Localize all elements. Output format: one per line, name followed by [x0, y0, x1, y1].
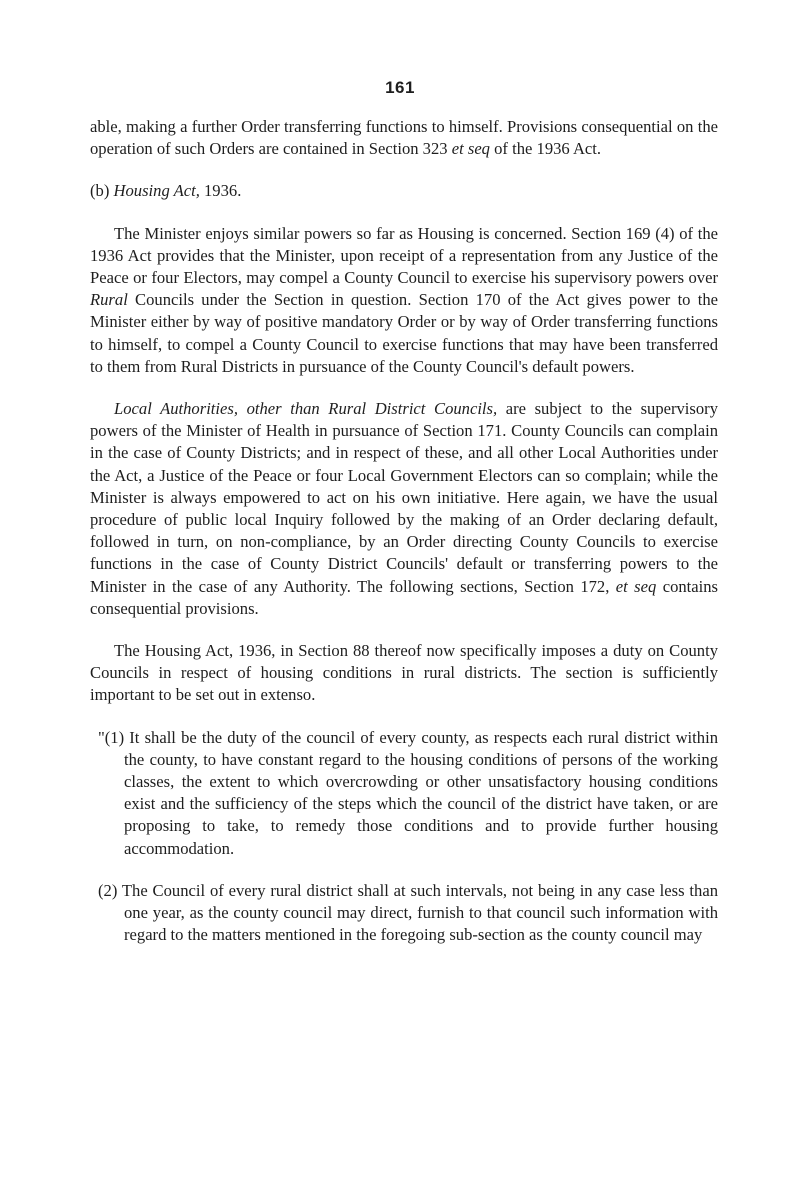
paragraph-italic: et seq: [615, 576, 657, 596]
quoted-subsection-1: "(1) It shall be the duty of the council of every county, as respects each rural district within the county, to have constant regard to the housing conditions of persons of the working classes, the extent to which overcrowding or other unsatisfactory housing conditions exist and the sufficiency of the steps which the council of the district have taken, or are proposing to take, to remedy those conditions and to provide further housing accommodation.: [98, 727, 718, 858]
paragraph-continuation: [90, 116, 718, 160]
paragraph-italic: Rural: [90, 290, 128, 310]
paragraph-local-authorities: [90, 398, 718, 620]
paragraph-text: able, making a further Order transferring functions to himself. Provisions consequential on the operation of such Orders are contained in Section 323: [90, 117, 718, 159]
page-number: 161: [385, 78, 415, 97]
paragraph-text: are subject to the supervisory powers of the Minister of Health in pursuance of Section 171. County Councils can complain in the case of County Districts; and in respect of these, and all other Local Authorities under the Act, a Justice of the Peace or four Local Government Electors can so complain; while the Minister is always empowered to act on his own initiative. Here again, we have the usual procedure of public local Inquiry followed by the making of an Order declaring default, followed in turn, on non-compliance, by an Order directing County Councils to exercise functions in the case of County District Councils' default or transferring powers to the Minister in the case of any Authority. The following sections, Section 172,: [90, 399, 718, 596]
quoted-subsection-2: (2) The Council of every rural district shall at such intervals, not being in any case less than one year, as the county council may direct, furnish to that council such information with regard to the matters mentioned in the foregoing sub-section as the county council may: [98, 880, 718, 945]
paragraph-text: contains consequential provisions.: [90, 576, 719, 618]
paragraph-italic: Local Authorities, other than Rural District Councils,: [114, 399, 498, 419]
paragraph-text: Councils under the Section in question. Section 170 of the Act gives power to the Minister either by way of positive mandatory Order or by way of Order transferring functions to himself, to compel a County Council to exercise functions that may have been transferred to them from Rural Districts in pursuance of the County Council's default powers.: [90, 290, 718, 376]
heading-label: (b): [90, 181, 114, 201]
document-body: [90, 116, 718, 967]
heading-tail: 1936.: [199, 181, 242, 201]
paragraph-text: of the 1936 Act.: [489, 139, 602, 159]
paragraph-housing-powers: [90, 223, 718, 378]
section-heading: [90, 180, 718, 202]
heading-italic: Housing Act,: [113, 181, 200, 201]
paragraph-text: The Minister enjoys similar powers so far as Housing is concerned. Section 169 (4) of the 1936 Act provides that the Minister, upon receipt of a representation from any Justice of the Peace or four Electors, may compel a County Council to exercise his supervisory powers over: [90, 223, 718, 288]
paragraph-section-88: The Housing Act, 1936, in Section 88 thereof now specifically imposes a duty on County Councils in respect of housing conditions in rural districts. The section is sufficiently important to be set out in extenso.: [90, 641, 718, 705]
paragraph-italic: et seq: [451, 139, 490, 159]
